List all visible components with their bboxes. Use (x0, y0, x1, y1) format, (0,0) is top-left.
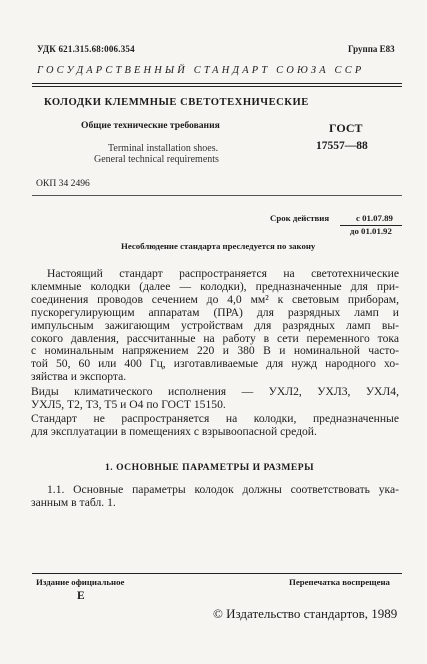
standard-subtitle-ru: Общие технические требования (81, 120, 220, 131)
text-line: УХЛ5, Т2, Т3, Т5 и О4 по ГОСТ 15150. (31, 397, 226, 411)
group-code: Группа Е83 (348, 44, 395, 54)
agency-title: ГОСУДАРСТВЕННЫЙ СТАНДАРТ СОЮЗА ССР (37, 65, 365, 76)
text-line: соединения проводов сечением до 4,0 мм² к световым приборам, (31, 292, 399, 306)
section-1-paragraph (31, 484, 399, 510)
text-line: Настоящий стандарт распространяется на светотехнические (47, 267, 399, 280)
title-rule (32, 195, 402, 196)
text-line: Стандарт не распространяется на колодки, предназначенные (31, 412, 399, 425)
text-line: зяйства и экспорта. (31, 370, 127, 384)
official-edition: Издание официальное (36, 577, 125, 587)
intro-paragraph-1 (31, 268, 399, 384)
text-line: 1.1. Основные параметры колодок должны соответствовать ука- (47, 483, 399, 496)
law-notice: Несоблюдение стандарта преследуется по закону (121, 241, 316, 251)
catalog-letter: Е (77, 590, 85, 602)
text-line: сокого давления, рассчитанные на работу в сети переменного тока (31, 331, 399, 345)
reprint-notice: Перепечатка воспрещена (289, 577, 390, 587)
standard-title-en-1: Terminal installation shoes. (108, 143, 219, 154)
text-line: пускорегулирующим аппаратам (ПРА) для разрядных ламп и (31, 305, 399, 319)
text-line: клеммные колодки (далее — колодки), предназначенные для при- (31, 279, 399, 293)
standard-title-en-2: General technical requirements (94, 154, 219, 165)
okp-code: ОКП 34 2496 (36, 178, 90, 189)
validity-label: Срок действия (270, 213, 330, 223)
udk-code: УДК 621.315.68:006.354 (37, 44, 135, 54)
validity-from: с 01.07.89 (356, 213, 393, 223)
standard-title-ru: КОЛОДКИ КЛЕММНЫЕ СВЕТОТЕХНИЧЕСКИЕ (44, 97, 309, 108)
header-rule-bottom (32, 86, 402, 87)
gost-number: 17557—88 (316, 140, 368, 152)
validity-to: до 01.01.92 (350, 226, 392, 236)
footer-rule (32, 573, 402, 574)
text-line: занным в табл. 1. (31, 495, 116, 509)
text-line: импульсным зажигающим устройствам для разрядных ламп вы- (31, 318, 399, 332)
text-line: с номинальным напряжением 220 и 380 В и номинальной часто- (31, 344, 399, 358)
header-rule-top (32, 83, 402, 84)
text-line: Виды климатического исполнения — УХЛ2, УХЛ3, УХЛ4, (31, 385, 399, 398)
text-line: той 50, 60 или 400 Гц, изготавливаемые для нужд народного хо- (31, 357, 399, 371)
copyright: © Издательство стандартов, 1989 (213, 606, 398, 621)
intro-paragraph-3 (31, 413, 399, 439)
intro-paragraph-2 (31, 386, 399, 412)
text-line: для эксплуатации в помещениях с взрывоопасной средой. (31, 424, 317, 438)
gost-label: ГОСТ (329, 121, 363, 135)
section-1-heading: 1. ОСНОВНЫЕ ПАРАМЕТРЫ И РАЗМЕРЫ (105, 462, 315, 473)
